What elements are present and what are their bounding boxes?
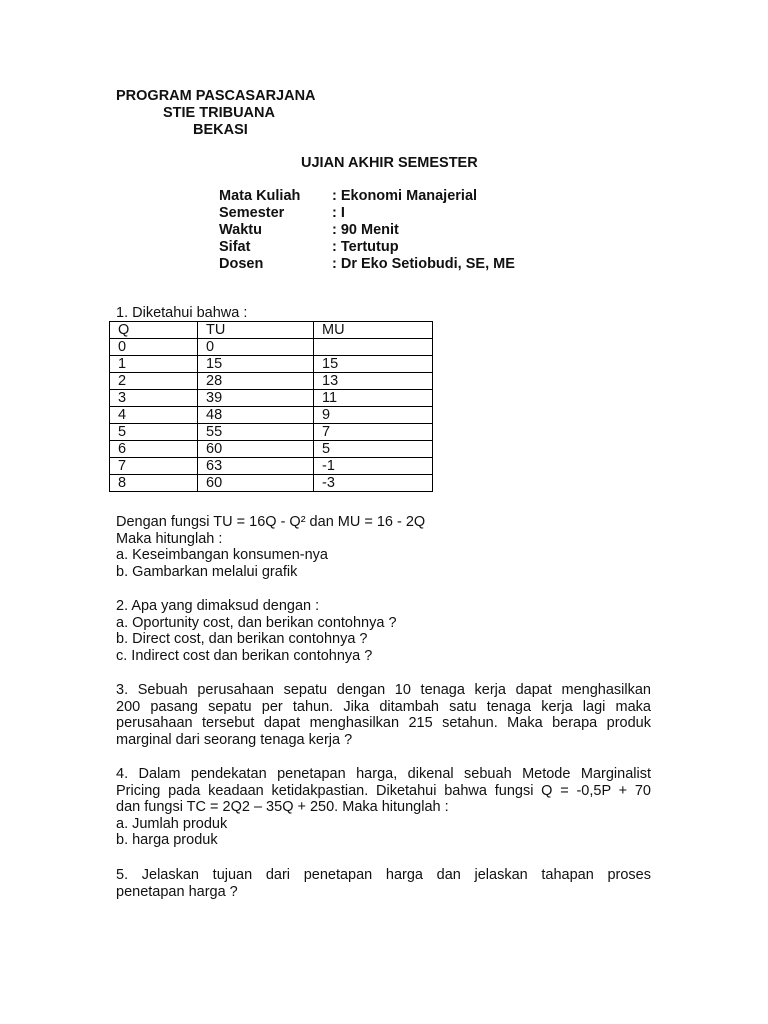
table-row: [110, 339, 433, 356]
city-name: BEKASI: [193, 122, 248, 138]
cell-q: 7: [110, 458, 198, 475]
q4-option-b: b. harga produk: [116, 832, 218, 848]
info-value: : Dr Eko Setiobudi, SE, ME: [332, 256, 515, 272]
header-mu: MU: [314, 322, 433, 339]
cell-q: 1: [110, 356, 198, 373]
info-label: Waktu: [219, 222, 262, 238]
q3-line-2: 200 pasang sepatu per tahun. Jika ditambah satu tenaga kerja lagi maka: [116, 698, 651, 715]
q4-line-2: Pricing pada keadaan ketidakpastian. Diketahui bahwa fungsi Q = -0,5P + 70: [116, 782, 651, 799]
q4-line-1: 4. Dalam pendekatan penetapan harga, dikenal sebuah Metode Marginalist: [116, 766, 651, 782]
cell-q: 6: [110, 441, 198, 458]
cell-mu: [314, 339, 433, 356]
cell-tu: 39: [198, 390, 314, 407]
q1-option-a: a. Keseimbangan konsumen-nya: [116, 547, 328, 563]
q4-line-3: dan fungsi TC = 2Q2 – 35Q + 250. Maka hitunglah :: [116, 799, 449, 815]
info-value: : I: [332, 205, 345, 221]
cell-mu: 13: [314, 373, 433, 390]
q1-intro: 1. Diketahui bahwa :: [116, 305, 248, 321]
cell-q: 4: [110, 407, 198, 424]
table-row: [110, 475, 433, 492]
cell-tu: 55: [198, 424, 314, 441]
cell-mu: 7: [314, 424, 433, 441]
table-row: [110, 373, 433, 390]
cell-tu: 48: [198, 407, 314, 424]
cell-mu: -3: [314, 475, 433, 492]
q2-intro: 2. Apa yang dimaksud dengan :: [116, 598, 320, 614]
cell-mu: -1: [314, 458, 433, 475]
q1-ask: Maka hitunglah :: [116, 530, 223, 547]
q4-option-a: a. Jumlah produk: [116, 815, 228, 832]
program-title: PROGRAM PASCASARJANA: [116, 88, 316, 104]
info-value: : 90 Menit: [332, 222, 399, 238]
info-row-type: [219, 239, 515, 256]
table-header-row: [110, 322, 433, 339]
course-info: [219, 188, 515, 273]
cell-tu: 63: [198, 458, 314, 475]
info-label: Dosen: [219, 256, 264, 272]
cell-tu: 28: [198, 373, 314, 390]
cell-tu: 60: [198, 441, 314, 458]
institution-name: STIE TRIBUANA: [163, 105, 275, 121]
q5-line-2: penetapan harga ?: [116, 883, 238, 900]
info-value: : Ekonomi Manajerial: [332, 188, 478, 204]
q2-option-b: b. Direct cost, dan berikan contohnya ?: [116, 631, 368, 647]
q1-option-b: b. Gambarkan melalui grafik: [116, 563, 298, 580]
header-tu: TU: [198, 322, 314, 339]
q5-body: [116, 867, 651, 900]
cell-mu: 15: [314, 356, 433, 373]
info-row-course: [219, 188, 515, 205]
table-row: [110, 390, 433, 407]
q1-function: Dengan fungsi TU = 16Q - Q² dan MU = 16 - 2Q: [116, 514, 426, 530]
cell-q: 2: [110, 373, 198, 390]
info-label: Mata Kuliah: [219, 188, 301, 204]
cell-q: 3: [110, 390, 198, 407]
info-value: : Tertutup: [332, 239, 399, 255]
info-row-time: [219, 222, 515, 239]
info-label: Semester: [219, 205, 285, 221]
table-row: [110, 407, 433, 424]
cell-mu: 5: [314, 441, 433, 458]
utility-table: [109, 321, 433, 492]
info-row-lecturer: [219, 256, 515, 273]
q1-body: [116, 514, 651, 580]
table-row: [110, 458, 433, 475]
q4-body: [116, 766, 651, 849]
info-label: Sifat: [219, 239, 251, 255]
header-q: Q: [110, 322, 198, 339]
q3-line-3: perusahaan tersebut dapat menghasilkan 215 setahun. Maka berapa produk: [116, 715, 651, 731]
cell-tu: 15: [198, 356, 314, 373]
table-row: [110, 441, 433, 458]
q3-line-1: 3. Sebuah perusahaan sepatu dengan 10 tenaga kerja dapat menghasilkan: [116, 682, 651, 698]
q2-body: [116, 598, 651, 664]
cell-q: 5: [110, 424, 198, 441]
cell-mu: 11: [314, 390, 433, 407]
cell-tu: 60: [198, 475, 314, 492]
q3-body: [116, 682, 651, 748]
q2-option-c: c. Indirect cost dan berikan contohnya ?: [116, 647, 373, 664]
q2-option-a: a. Oportunity cost, dan berikan contohnya ?: [116, 614, 397, 631]
q5-line-1: 5. Jelaskan tujuan dari penetapan harga dan jelaskan tahapan proses: [116, 867, 651, 883]
q3-line-4: marginal dari seorang tenaga kerja ?: [116, 731, 353, 748]
info-row-semester: [219, 205, 515, 222]
exam-title: UJIAN AKHIR SEMESTER: [301, 155, 478, 171]
cell-q: 8: [110, 475, 198, 492]
cell-mu: 9: [314, 407, 433, 424]
table-row: [110, 424, 433, 441]
cell-q: 0: [110, 339, 198, 356]
cell-tu: 0: [198, 339, 314, 356]
table-row: [110, 356, 433, 373]
